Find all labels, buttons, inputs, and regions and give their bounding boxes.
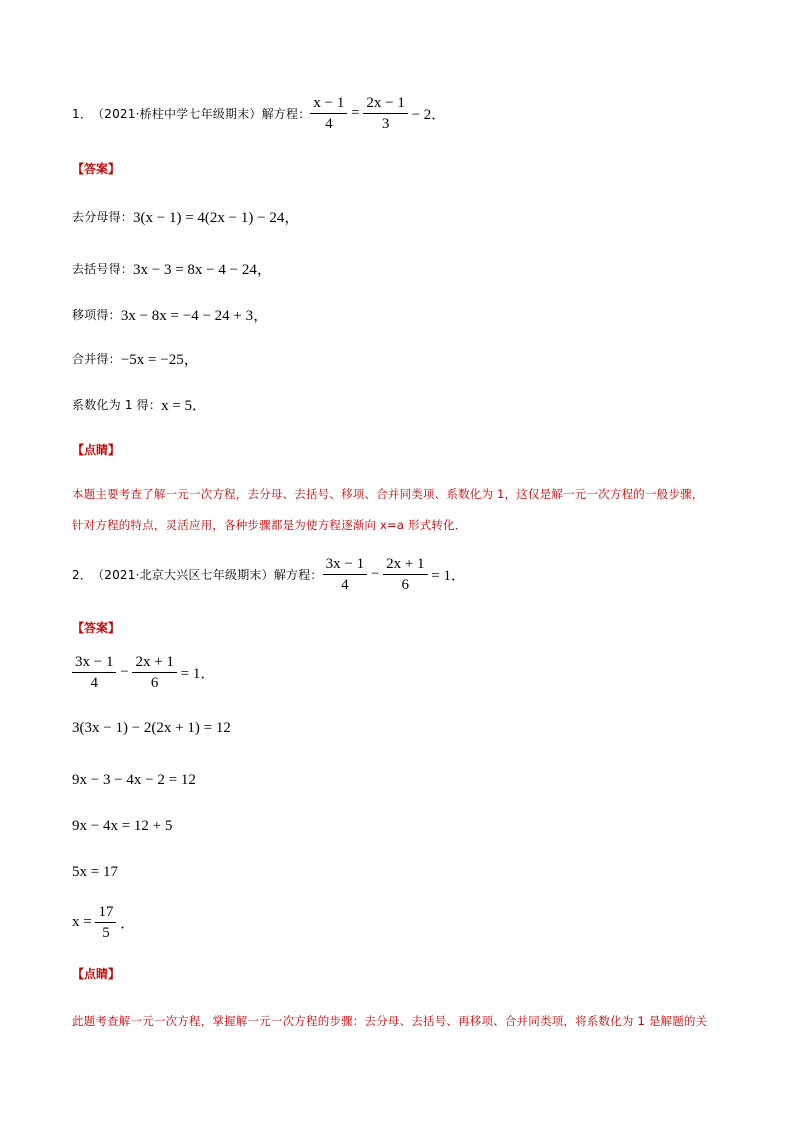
q2-prompt: 解方程：	[273, 568, 323, 582]
q1-step-4: 合并得： −5x = −25，	[72, 352, 199, 368]
q2-header	[72, 554, 466, 595]
q2-answer-fraction-2: $\frac{2x + 1}{6}$	[132, 652, 176, 693]
q1-header	[72, 93, 446, 134]
q2-equation: $\frac{3x - 1}{4}$ − $\frac{2x + 1}{6}$ = 1．	[323, 554, 466, 595]
q1-answer-tag: 【答案】	[72, 162, 121, 176]
q1-fraction-1: $\frac{x - 1}{4}$	[310, 93, 347, 134]
q2-number: 2．	[72, 568, 93, 582]
q1-source: （2021·桥柱中学七年级期末）	[92, 107, 262, 121]
q2-fraction-1: $\frac{3x - 1}{4}$	[323, 554, 367, 595]
q1-number: 1．	[72, 107, 93, 121]
q2-source: （2021·北京大兴区七年级期末）	[92, 568, 274, 582]
q2-final-fraction: $\frac{17}{5}$	[95, 902, 116, 943]
q2-answer-equation: $\frac{3x - 1}{4}$ − $\frac{2x + 1}{6}$ = 1．	[72, 652, 215, 693]
q2-answer-fraction-1: $\frac{3x - 1}{4}$	[72, 652, 116, 693]
q2-final-answer: x = $\frac{17}{5}$ ．	[72, 904, 136, 941]
q1-fraction-2: $\frac{2x - 1}{3}$	[363, 93, 407, 134]
q1-step-2: 去括号得： 3x − 3 = 8x − 4 − 24，	[72, 262, 272, 278]
q1-step-5: 系数化为 1 得： x = 5．	[72, 398, 208, 414]
q2-step-4: 5x = 17	[72, 864, 118, 880]
q1-equation: $\frac{x - 1}{4}$ = $\frac{2x - 1}{3}$ − 2．	[310, 93, 446, 134]
q1-step-1: 去分母得： 3(x − 1) = 4(2x − 1) − 24，	[72, 210, 300, 226]
q2-step-3: 9x − 4x = 12 + 5	[72, 818, 173, 834]
q2-step-2: 9x − 3 − 4x − 2 = 12	[72, 772, 196, 788]
q2-comment-tag: 【点睛】	[72, 967, 121, 981]
q1-comment-tag: 【点睛】	[72, 443, 121, 457]
q1-comment-line-1: 本题主要考查了解一元一次方程，去分母、去括号、移项、合并同类项、系数化为 1，这仅是解一元一次方程的一般步骤，	[72, 487, 704, 501]
q1-prompt: 解方程：	[261, 107, 311, 121]
q2-step-1: 3(3x − 1) − 2(2x + 1) = 12	[72, 720, 231, 736]
q1-step-3: 移项得： 3x − 8x = −4 − 24 + 3，	[72, 308, 269, 324]
q2-answer-tag: 【答案】	[72, 621, 121, 635]
q2-fraction-2: $\frac{2x + 1}{6}$	[383, 554, 427, 595]
q1-comment-line-2: 针对方程的特点，灵活应用，各种步骤都是为使方程逐渐向 x=a 形式转化．	[72, 518, 467, 532]
q2-comment-line-1: 此题考查解一元一次方程，掌握解一元一次方程的步骤：去分母、去括号、再移项、合并同类项，将系数化为 1 是解题的关	[72, 1014, 708, 1028]
